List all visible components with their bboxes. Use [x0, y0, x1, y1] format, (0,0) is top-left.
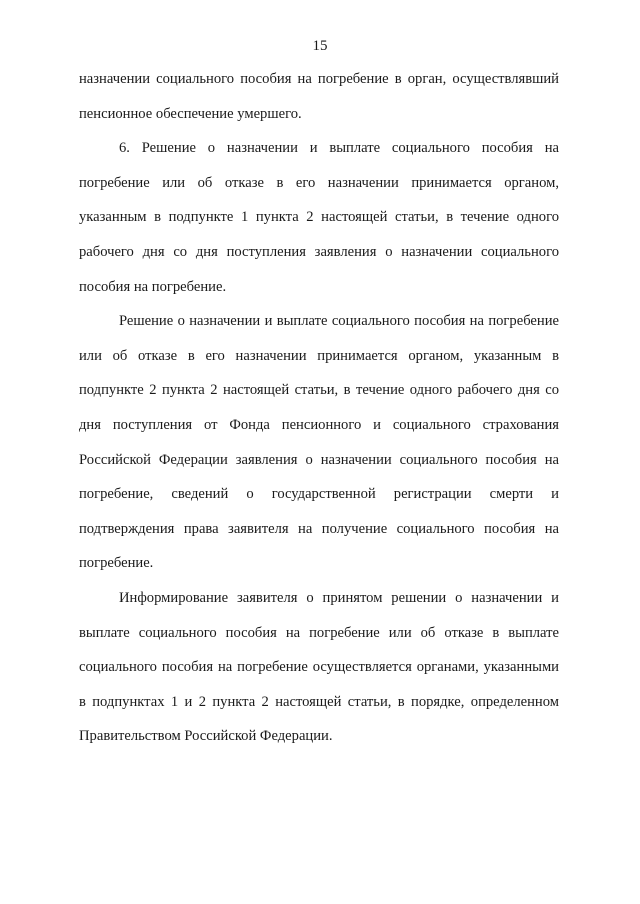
- document-body: [79, 62, 559, 754]
- page-number: 15: [312, 38, 328, 54]
- paragraph-item-6: 6. Решение о назначении и выплате социального пособия на погребение или об отказе в его назначении принимается органом, указанным в подпункте 1 пункта 2 настоящей статьи, в течение одного рабочего дня со дня поступления заявления о назначении социального пособия на погребение.: [79, 140, 559, 295]
- paragraph-continuation: назначении социального пособия на погребение в орган, осуществлявший пенсионное обеспечение умершего.: [79, 71, 559, 122]
- paragraph-decision: Решение о назначении и выплате социального пособия на погребение или об отказе в его назначении принимается органом, указанным в подпункте 2 пункта 2 настоящей статьи, в течение одного рабочего дня со дня поступления от Фонда пенсионного и социального страхования Российской Федерации заявления о назначении социального пособия на погребение, сведений о государственной регистрации смерти и подтверждения права заявителя на получение социального пособия на погребение.: [79, 313, 559, 572]
- paragraph-informing: Информирование заявителя о принятом решении о назначении и выплате социального пособия на погребение или об отказе в выплате социального пособия на погребение осуществляется органами, указанными в подпунктах 1 и 2 пункта 2 настоящей статьи, в порядке, определенном Правительством Российской Федерации.: [79, 589, 559, 745]
